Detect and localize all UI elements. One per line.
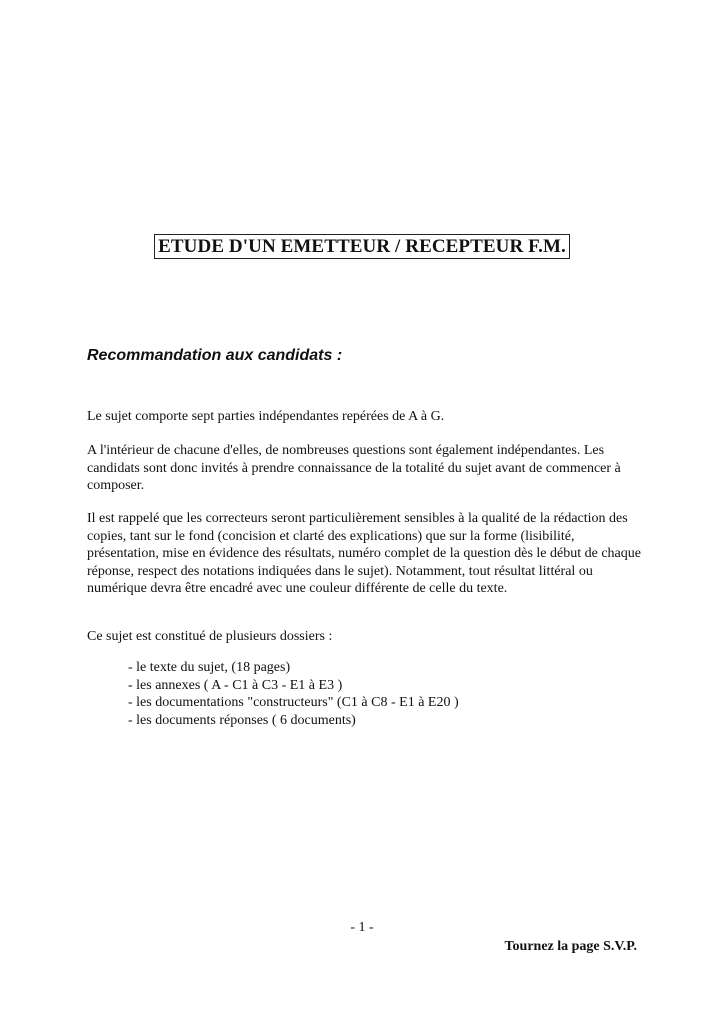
list-item: - les documentations "constructeurs" (C1 à C8 - E1 à E20 ) <box>128 695 459 710</box>
footer-note: Tournez la page S.V.P. <box>504 939 637 954</box>
paragraph-parts: Le sujet comporte sept parties indépendantes repérées de A à G. <box>87 409 445 424</box>
document-title: ETUDE D'UN EMETTEUR / RECEPTEUR F.M. <box>154 234 570 259</box>
title-container <box>0 234 724 259</box>
dossier-list <box>128 659 459 729</box>
paragraph-dossiers-intro: Ce sujet est constitué de plusieurs dossiers : <box>87 629 333 644</box>
section-heading: Recommandation aux candidats : <box>87 347 343 364</box>
list-item: - le texte du sujet, (18 pages) <box>128 660 291 675</box>
page-number: - 1 - <box>350 920 374 935</box>
list-item: - les annexes ( A - C1 à C3 - E1 à E3 ) <box>128 677 343 693</box>
list-item: - les documents réponses ( 6 documents) <box>128 712 356 728</box>
paragraph-independent-questions: A l'intérieur de chacune d'elles, de nombreuses questions sont également indépendantes. Les candidats sont donc invités à prendre connaissance de la totalité du sujet avant de commencer à composer. <box>87 443 621 493</box>
paragraph-correction-notes: Il est rappelé que les correcteurs seront particulièrement sensibles à la qualité de la rédaction des copies, tant sur le fond (concision et clarté des explications) que sur la forme (lisibilité, présentation, mise en évidence des résultats, numéro complet de la question dès le début de chaque réponse, respect des notations indiquées dans le sujet). Notamment, tout résultat littéral ou numérique devra être encadré avec une couleur différente de celle du texte. <box>87 511 641 596</box>
